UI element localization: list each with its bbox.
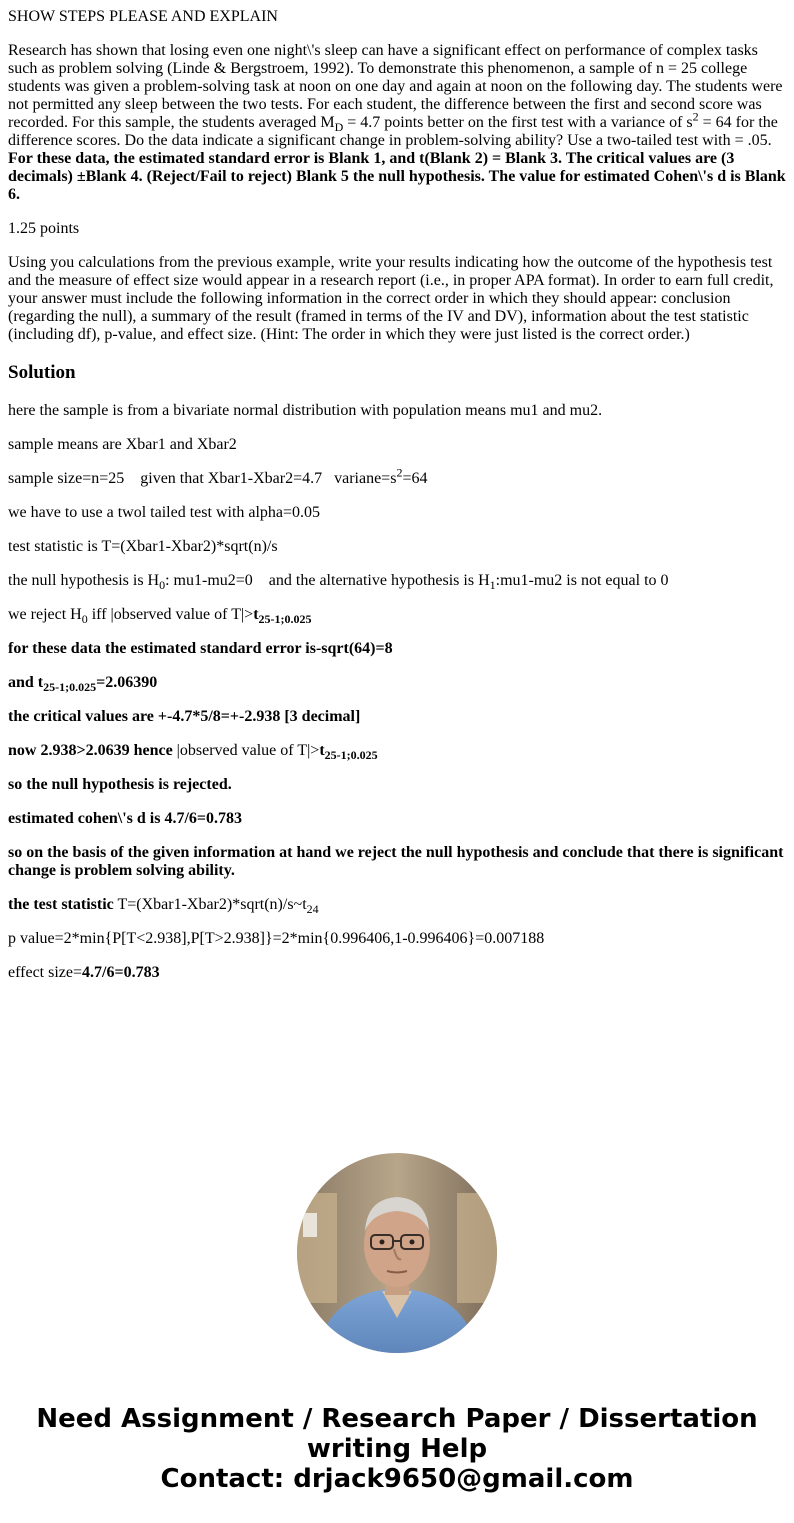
solution-line: here the sample is from a bivariate normal distribution with population means mu1 and mu2. [8, 402, 603, 419]
solution-title: Solution [8, 362, 76, 383]
solution-line: the critical values are +-4.7*5/8=+-2.938 [3 decimal] [8, 708, 361, 725]
solution-line: p value=2*min{P[T<2.938],P[T>2.938]}=2*min{0.996406,1-0.996406}=0.007188 [8, 930, 545, 947]
banner-line-2: writing Help [306, 1434, 488, 1464]
banner-contact: Contact: drjack9650@gmail.com [160, 1464, 634, 1494]
question-blanks: For these data, the estimated standard error is Blank 1, and t(Blank 2) = Blank 3. The critical values are (3 decimals) ±Blank 4. (Reject/Fail to reject) Blank 5 the null hypothesis. The value for estimated Cohen\'s d is Blank 6. [8, 150, 786, 203]
question-paragraph: Research has shown that losing even one night\'s sleep can have a significant effect on performance of complex tasks such as problem solving (Linde & Bergstroem, 1992). To demonstrate this phenomenon, a sample of n = 25 college students was given a problem-solving task at noon on one day and again at noon on the following day. The students were not permitted any sleep between the two tests. For each student, the difference between the first and second score was recorded. For this sample, the students averaged $M_D = 4.7$ points better on the first test with a variance of $s^2 = 64$ for the difference scores. Do the data indicate a significant change in problem-solving ability? Use a two-tailed test with = .05. For these data, the estimated standard error is Blank 1, and t(Blank 2) = Blank 3. The critical values are (3 decimals) ±Blank 4. (Reject/Fail to reject) Blank 5 the null hypothesis. The value for estimated Cohen\'s d is Blank 6. [8, 42, 786, 203]
question-heading: SHOW STEPS PLEASE AND EXPLAIN [8, 8, 278, 25]
question-paragraph-2: Using you calculations from the previous example, write your results indicating how the outcome of the hypothesis test and the measure of effect size would appear in a research report (i.e., in proper APA format). In order to earn full credit, your answer must include the following information in the correct order in which they should appear: conclusion (regarding the null), a summary of the result (framed in terms of the IV and DV), information about the test statistic (including df), p-value, and effect size. (Hint: The order in which they were just listed is the correct order.) [8, 254, 774, 343]
solution-line: we reject $H_0$ iff |observed value of $T|>t_{25-1;0.025}$ [8, 606, 312, 627]
points-label: 1.25 points [8, 220, 80, 237]
avatar-portrait-image [297, 1153, 497, 1353]
solution-line: effect size=4.7/6=0.783 [8, 964, 160, 981]
avatar [297, 1153, 497, 1353]
banner-line-1: Need Assignment / Research Paper / Dissertation [36, 1404, 758, 1434]
solution-line: so the null hypothesis is rejected. [8, 776, 232, 793]
promo-banner [0, 1404, 794, 1494]
solution-line: and $t_{25-1;0.025}=2.06390$ [8, 674, 158, 695]
solution-line: test statistic is T=(Xbar1-Xbar2)*sqrt(n)/s [8, 538, 278, 555]
solution-line: we have to use a twol tailed test with alpha=0.05 [8, 504, 321, 521]
document-body [8, 0, 788, 998]
solution-line: for these data the estimated standard error is-sqrt(64)=8 [8, 640, 393, 657]
solution-line: the test statistic $T=(Xbar1-Xbar2)*sqrt(n)/s\sim t_{24}$ [8, 896, 319, 917]
solution-line: sample size=n=25 given that Xbar1-Xbar2=4.7 $variane=s^2=64$ [8, 465, 428, 487]
solution-line: now 2.938>2.0639 hence |observed value of $T|>t_{25-1;0.025}$ [8, 742, 378, 763]
solution-line: estimated cohen\'s d is 4.7/6=0.783 [8, 810, 243, 827]
solution-line: the null hypothesis is $H_0$: mu1-mu2=0 and the alternative hypothesis is $H_1:mu1-mu2$ is not equal to 0 [8, 572, 669, 593]
solution-line: sample means are Xbar1 and Xbar2 [8, 436, 237, 453]
solution-line: so on the basis of the given information at hand we reject the null hypothesis and conclude that there is significant change is problem solving ability. [8, 844, 784, 879]
